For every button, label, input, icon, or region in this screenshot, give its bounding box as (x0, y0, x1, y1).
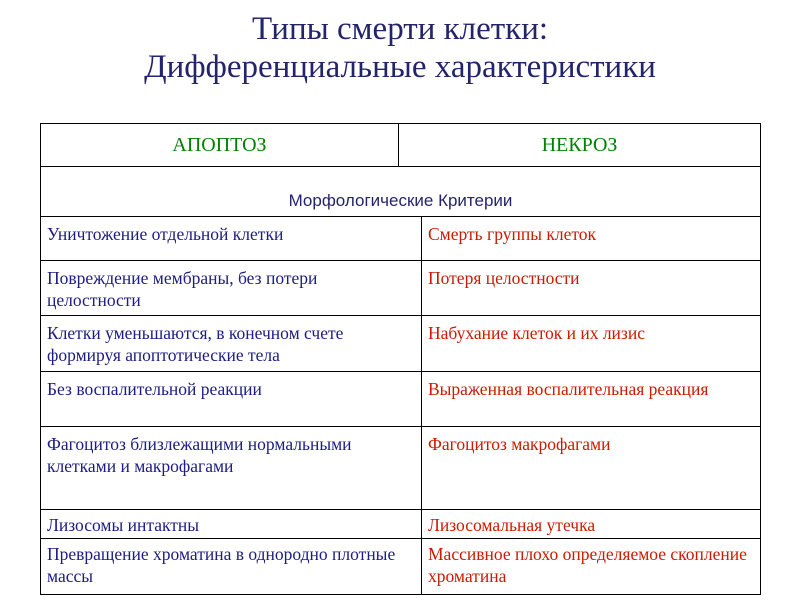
necrosis-cell: Выраженная воспалительная реакция (422, 372, 761, 427)
title-line-1: Типы смерти клетки: (251, 11, 549, 47)
apoptosis-cell: Без воспалительной реакции (41, 372, 422, 427)
table-row (41, 217, 761, 261)
comparison-table (40, 123, 761, 595)
apoptosis-cell: Уничтожение отдельной клетки (41, 217, 422, 261)
table-row (41, 261, 761, 316)
table-row (41, 539, 761, 595)
table-row (41, 427, 761, 510)
header-necrosis: НЕКРОЗ (541, 133, 618, 156)
section-heading: Морфологические Критерии (41, 167, 761, 217)
necrosis-cell: Массивное плохо определяемое скопление хроматина (422, 539, 761, 595)
necrosis-cell: Потеря целостности (422, 261, 761, 316)
necrosis-cell: Смерть группы клеток (422, 217, 761, 261)
apoptosis-cell: Фагоцитоз близлежащими нормальными клетками и макрофагами (41, 427, 422, 510)
necrosis-cell: Фагоцитоз макрофагами (422, 427, 761, 510)
necrosis-cell: Лизосомальная утечка (422, 510, 761, 539)
title-line-2: Дифференциальные характеристики (144, 49, 656, 85)
apoptosis-cell: Лизосомы интактны (41, 510, 422, 539)
page-title (0, 10, 800, 86)
section-row (41, 167, 761, 217)
apoptosis-cell: Повреждение мембраны, без потери целостности (41, 261, 422, 316)
table-row (41, 372, 761, 427)
apoptosis-cell: Превращение хроматина в однородно плотные массы (41, 539, 422, 595)
header-row (41, 124, 761, 167)
table-row (41, 316, 761, 372)
table-row (41, 510, 761, 539)
header-apoptosis: АПОПТОЗ (41, 124, 399, 166)
apoptosis-cell: Клетки уменьшаются, в конечном счете формируя апоптотические тела (41, 316, 422, 372)
necrosis-cell: Набухание клеток и их лизис (422, 316, 761, 372)
